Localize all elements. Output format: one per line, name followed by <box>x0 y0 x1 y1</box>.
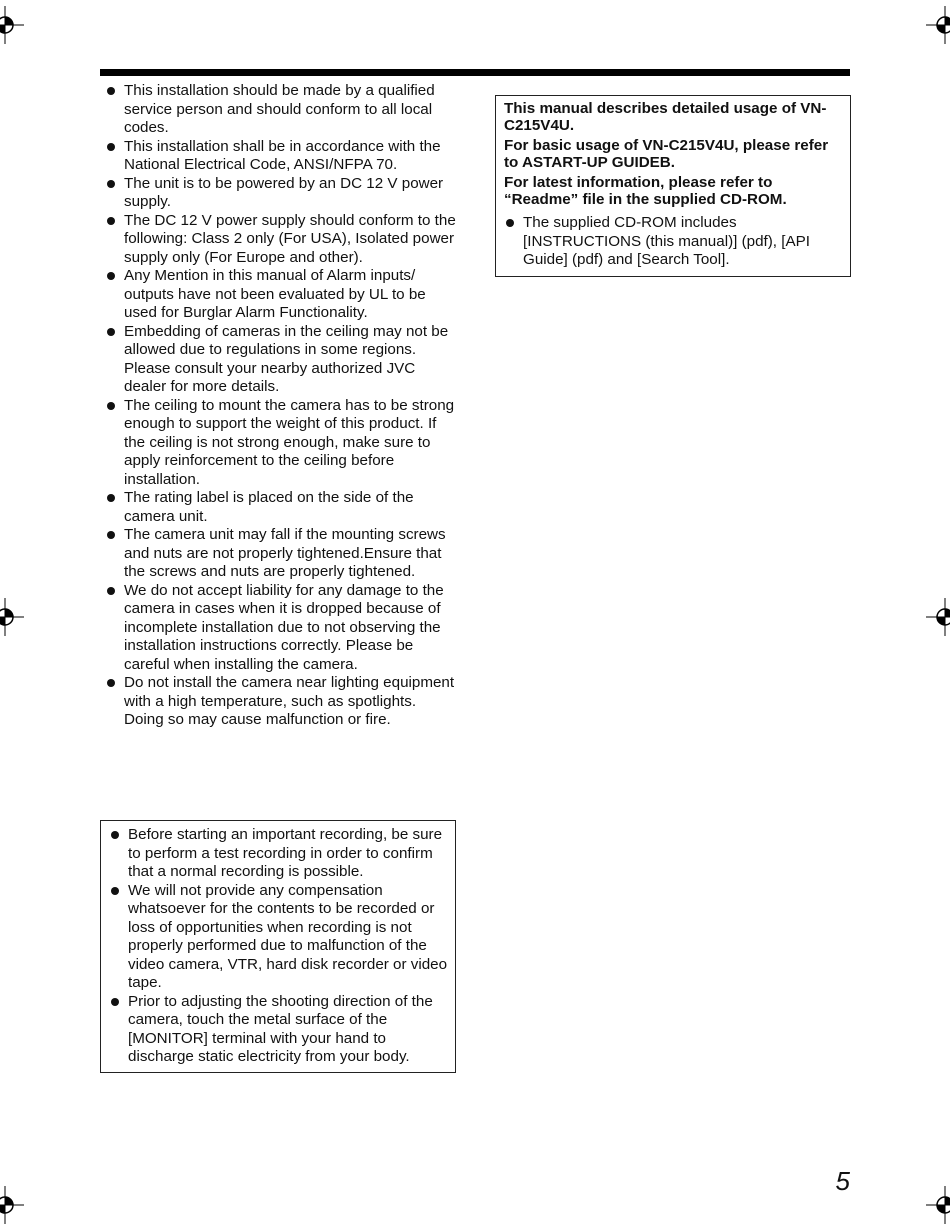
list-item: Any Mention in this manual of Alarm inputs/ outputs have not been evaluated by UL to be used for Burglar Alarm Functionality. <box>105 267 457 323</box>
list-item: The camera unit may fall if the mounting screws and nuts are not properly tightened.Ensure that the screws and nuts are properly tightened. <box>105 526 457 582</box>
list-item: Embedding of cameras in the ceiling may not be allowed due to regulations in some regions. Please consult your nearby authorized JVC dealer for more details. <box>105 323 457 397</box>
list-item: Do not install the camera near lighting equipment with a high temperature, such as spotlights. Doing so may cause malfunction or fire. <box>105 674 457 730</box>
list-item: The rating label is placed on the side of the camera unit. <box>105 489 457 526</box>
registration-mark-icon <box>0 598 24 636</box>
registration-mark-icon <box>926 598 950 636</box>
registration-mark-icon <box>926 1186 950 1224</box>
recording-notice-box <box>100 820 456 1073</box>
list-item: The unit is to be powered by an DC 12 V power supply. <box>105 175 457 212</box>
manual-info-box <box>495 95 851 277</box>
readme-text: For latest information, please refer to “Readme” file in the supplied CD-ROM. <box>504 174 787 208</box>
page-number: 5 <box>835 1166 850 1196</box>
list-item: This installation should be made by a qualified service person and should conform to all local codes. <box>105 82 457 138</box>
manual-scope-text: This manual describes detailed usage of VN-C215V4U. <box>504 100 827 134</box>
manual-info-column <box>495 95 851 277</box>
list-item: We will not provide any compensation whatsoever for the contents to be recorded or loss of opportunities when recording is not properly performed due to malfunction of the video camera, VTR, hard disk recorder or video tape. <box>109 882 448 993</box>
list-item: We do not accept liability for any damage to the camera in cases when it is dropped because of incomplete installation due to not observing the installation instructions correctly. Please be careful when installing the camera. <box>105 582 457 675</box>
recording-notice-list <box>109 826 448 1067</box>
list-item: The ceiling to mount the camera has to be strong enough to support the weight of this product. If the ceiling is not strong enough, make sure to apply reinforcement to the ceiling before installation. <box>105 397 457 490</box>
list-item: Prior to adjusting the shooting direction of the camera, touch the metal surface of the [MONITOR] terminal with your hand to discharge static electricity from your body. <box>109 993 448 1067</box>
registration-mark-icon <box>926 6 950 44</box>
registration-mark-icon <box>0 6 24 44</box>
installation-list <box>105 82 457 730</box>
list-item: The DC 12 V power supply should conform to the following: Class 2 only (For USA), Isolated power supply only (For Europe and other). <box>105 212 457 268</box>
registration-mark-icon <box>0 1186 24 1224</box>
installation-notes <box>105 82 457 730</box>
header-rule <box>100 69 850 76</box>
list-item: This installation shall be in accordance with the National Electrical Code, ANSI/NFPA 70. <box>105 138 457 175</box>
list-item: Before starting an important recording, be sure to perform a test recording in order to confirm that a normal recording is possible. <box>109 826 448 882</box>
cd-rom-list <box>504 214 843 270</box>
list-item: The supplied CD-ROM includes [INSTRUCTIONS (this manual)] (pdf), [API Guide] (pdf) and [Search Tool]. <box>504 214 843 270</box>
start-up-guide-text: For basic usage of VN-C215V4U, please refer to ASTART-UP GUIDEB. <box>504 137 829 171</box>
